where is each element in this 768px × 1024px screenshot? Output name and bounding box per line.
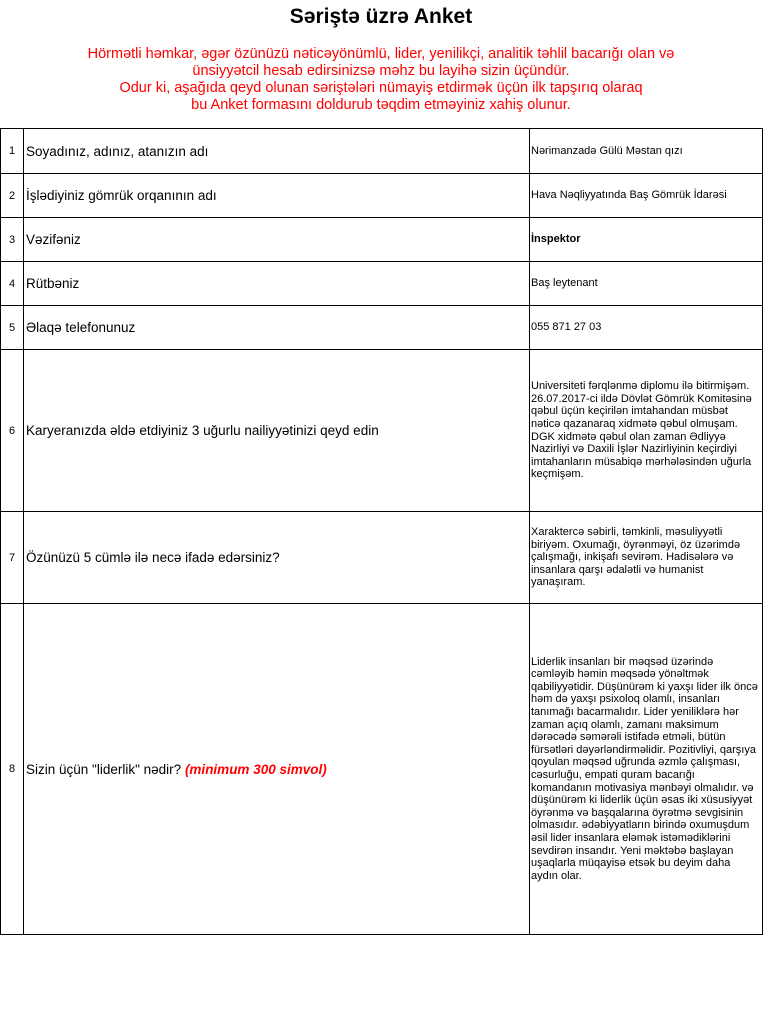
question-label: Karyeranızda əldə etdiyiniz 3 uğurlu nailiyyətinizi qeyd edin (24, 350, 530, 512)
table-row (1, 262, 763, 306)
row-number: 4 (1, 262, 24, 306)
answer-cell: Universiteti fərqlənmə diplomu ilə bitirmişəm. 26.07.2017-ci ildə Dövlət Gömrük Komitəsinə qəbul üçün keçirilən imtahandan müsbət nəticə qazanaraq xidmətə qəbul olmuşam. DGK xidmətə qəbul olan zaman Ədliyyə Nazirliyi və Daxili İşlər Nazirliyinin keçirdiyi imtahanların müsabiqə mərhələsindən uğurla keçmişəm. (530, 350, 763, 512)
intro-line: Hörmətli həmkar, əgər özünüzü nəticəyönümlü, lider, yenilikçi, analitik təhlil bacarığı olan və (87, 46, 675, 62)
intro-line: Odur ki, aşağıda qeyd olunan səriştələri nümayiş etdirmək üçün ilk tapşırıq olaraq (119, 80, 643, 96)
answer-cell: İnspektor (530, 218, 763, 262)
question-label: Rütbəniz (24, 262, 530, 306)
table-row (1, 306, 763, 350)
row-number: 5 (1, 306, 24, 350)
question-label: Vəzifəniz (24, 218, 530, 262)
row-number: 8 (1, 604, 24, 935)
answer-cell: Nərimanzadə Gülü Məstan qızı (530, 129, 763, 174)
answer-cell: 055 871 27 03 (530, 306, 763, 350)
row-number: 1 (1, 129, 24, 174)
table-row (1, 604, 763, 935)
question-label (24, 604, 530, 935)
question-text: Sizin üçün "liderlik" nədir? (26, 761, 182, 777)
question-label: Özünüzü 5 cümlə ilə necə ifadə edərsiniz? (24, 512, 530, 604)
answer-cell: Baş leytenant (530, 262, 763, 306)
answer-cell: Liderlik insanları bir məqsəd üzərində cəmləyib həmin məqsədə yönəltmək qabiliyyətidir. Düşünürəm ki yaxşı lider ilk öncə həm də yaxşı psixoloq olamlı, insanları tanımağı bacarmalıdır. Lider yeniliklərə hər zaman açıq olamlı, zamanı maksimum dərəcədə səmərəli istifadə etməli, bütün fürsətləri dəyərləndirməlidir. Pozitivliyi, qarşıya qoyulan məqsəd uğrunda əzmlə çalışması, cəsurluğu, empati quram bacarığı komandanın motivasiya mənbəyi olmalıdır. və düşünürəm ki liderlik üçün əsas iki xüsusiyyət öyrənmə və başqalarına öyrətmə sevgisinin olmasıdır. ədəbiyyatların birində oxumuşdum əsil lider insanlara eləmək istəmədiklərini sevdirən insandır. Yeni məktəbə başlayan uşaqlarla müqayisə etsək bu deyim daha aydın olar. (530, 604, 763, 935)
row-number: 7 (1, 512, 24, 604)
minimum-length-note: (minimum 300 simvol) (184, 761, 327, 777)
question-label: Soyadınız, adınız, atanızın adı (24, 129, 530, 174)
intro-line: bu Anket formasını doldurub təqdim etməyiniz xahiş olunur. (191, 97, 571, 113)
question-label: İşlədiyiniz gömrük orqanının adı (24, 174, 530, 218)
question-label: Əlaqə telefonunuz (24, 306, 530, 350)
table-row (1, 350, 763, 512)
page-title: Səriştə üzrə Anket (289, 5, 473, 28)
intro-line: ünsiyyətcil hesab edirsinizsə məhz bu layihə sizin üçündür. (192, 63, 570, 79)
intro-text (0, 46, 762, 114)
table-row (1, 512, 763, 604)
table-row (1, 129, 763, 174)
row-number: 6 (1, 350, 24, 512)
table-row (1, 174, 763, 218)
answer-cell: Hava Nəqliyyatında Baş Gömrük İdarəsi (530, 174, 763, 218)
row-number: 3 (1, 218, 24, 262)
table-row (1, 218, 763, 262)
row-number: 2 (1, 174, 24, 218)
questionnaire-table (0, 128, 763, 935)
answer-cell: Xaraktercə səbirli, təmkinli, məsuliyyətli biriyəm. Oxumağı, öyrənməyi, öz üzərimdə çalışmağı, inkişafı sevirəm. Hadisələrə və insanlara qarşı ədalətli və humanist yanaşıram. (530, 512, 763, 604)
